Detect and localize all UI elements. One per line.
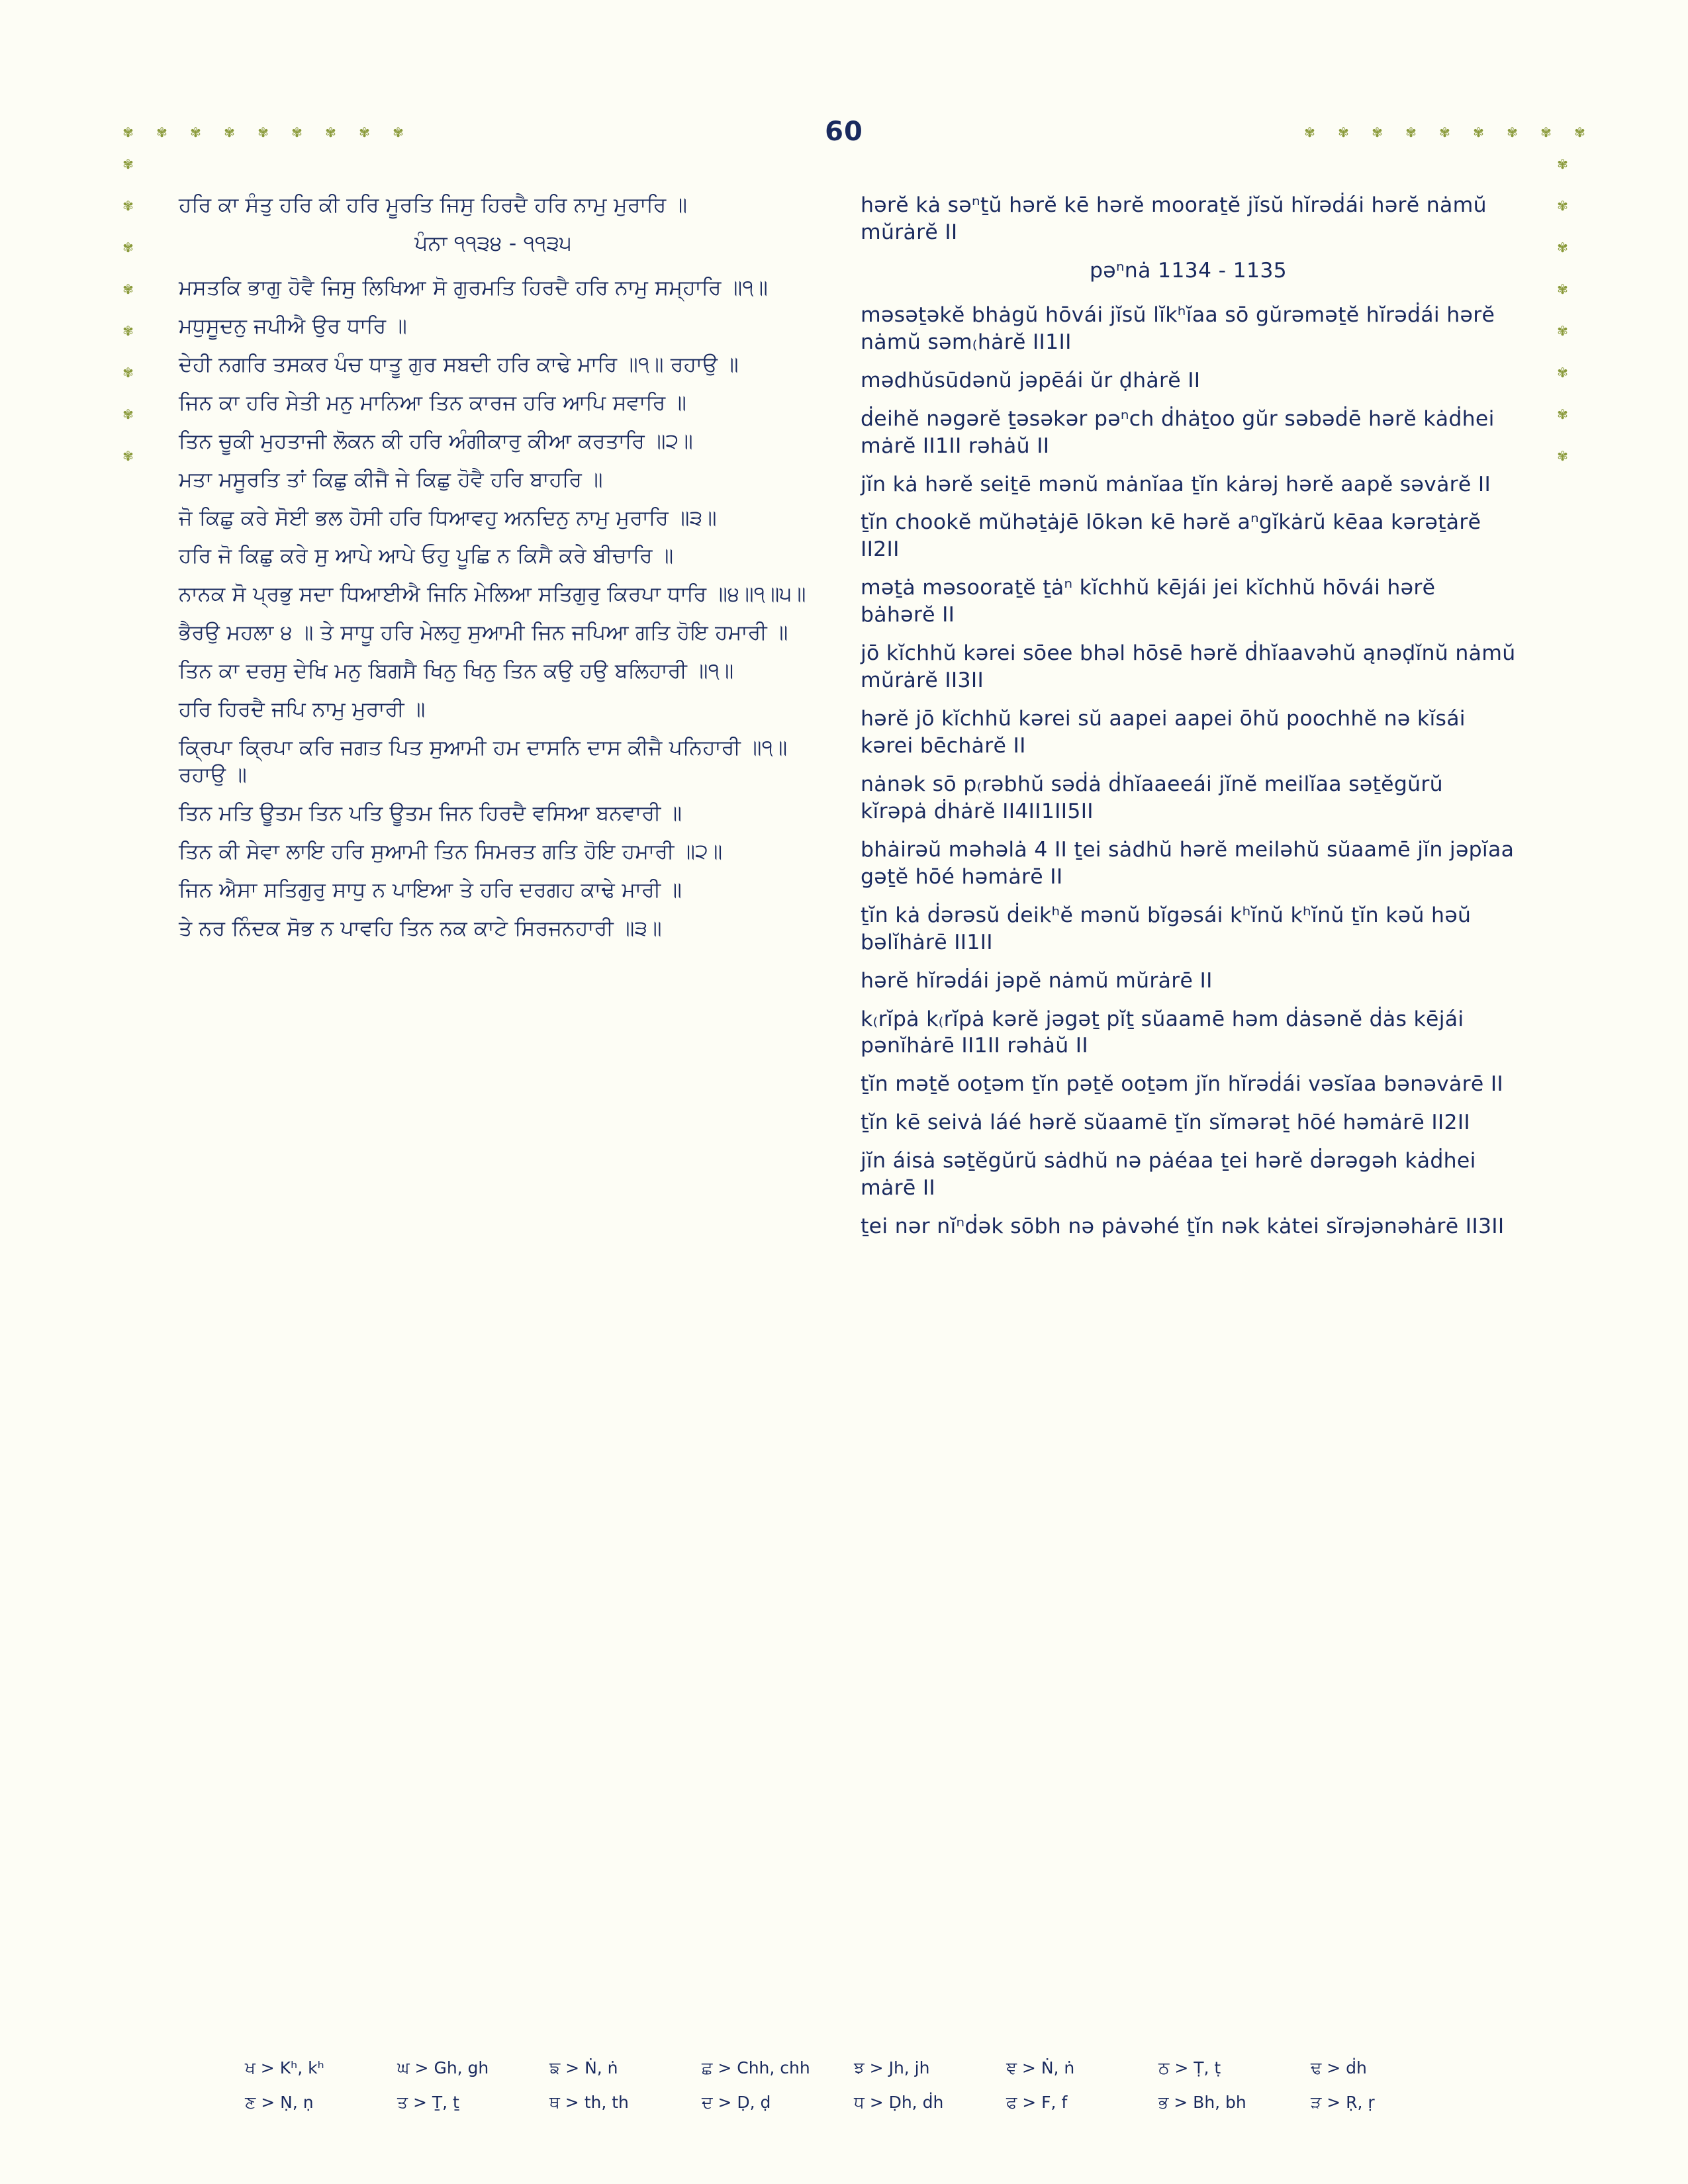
flower-icon: ✾ [122, 323, 134, 339]
scripture-line: ਹਰਿ ਜੋ ਕਿਛੁ ਕਰੇ ਸੁ ਆਪੇ ਆਪੇ ਓਹੁ ਪੂਛਿ ਨ ਕਿਸੈ ਕਰੇ ਬੀਚਾਰਿ ॥ [179, 544, 674, 569]
page-reference: ਪੰਨਾ ੧੧੩੪ - ੧੧੩੫ [414, 231, 572, 255]
flower-icon: ✾ [1574, 124, 1585, 140]
flower-icon: ✾ [122, 240, 134, 255]
transliteration-line: hərĕ hĭrəḋái jəpĕ nȧmŭ mŭrȧrē II [861, 968, 1213, 993]
scripture-line: ਤੇ ਨਰ ਨਿੰਦਕ ਸੋਭ ਨ ਪਾਵਹਿ ਤਿਨ ਨਕ ਕਾਟੇ ਸਿਰਜਨਹਾਰੀ ॥੩॥ [179, 916, 662, 940]
flower-icon: ✾ [122, 156, 134, 172]
flower-icon: ✾ [122, 406, 134, 422]
page-reference-transliteration: pəⁿnȧ 1134 - 1135 [1089, 258, 1288, 283]
transliteration-line: məṯȧ məsooraṯĕ ṯȧⁿ kĭchhŭ kējái jei kĭchhŭ hōvái hərĕ bȧhərĕ II [861, 576, 1436, 627]
scripture-line: ਨਾਨਕ ਸੋ ਪ੍ਰਭੁ ਸਦਾ ਧਿਆਈਐ ਜਿਨਿ ਮੇਲਿਆ ਸਤਿਗੁਰੁ ਕਿਰਪਾ ਧਾਰਿ ॥੪॥੧॥੫॥ [179, 582, 806, 607]
flower-icon: ✾ [224, 124, 235, 140]
transliteration-line: ṯĭn kē seivȧ láé hərĕ sŭaamē ṯĭn sĭmərəṯ hōé həmȧrē II2II [861, 1111, 1471, 1135]
legend-item: ਦ > Ḍ, ḍ [702, 2093, 771, 2112]
flower-icon: ✾ [359, 124, 370, 140]
legend-item: ੜ > Ṛ, ṛ [1311, 2093, 1375, 2112]
flower-icon: ✾ [1405, 124, 1417, 140]
flower-icon: ✾ [1439, 124, 1450, 140]
legend-item: ਭ > Bh, bh [1158, 2093, 1246, 2112]
scripture-line: ਜਿਨ ਕਾ ਹਰਿ ਸੇਤੀ ਮਨੁ ਮਾਨਿਆ ਤਿਨ ਕਾਰਜ ਹਰਿ ਆਪਿ ਸਵਾਰਿ ॥ [179, 390, 687, 415]
flower-icon: ✾ [1338, 124, 1349, 140]
transliteration-line: jĭn áisȧ səṯĕgŭrŭ sȧdhŭ nə pȧéaa ṯei hərĕ ḋərəgəh kȧḋhei mȧrē II [861, 1149, 1476, 1201]
scripture-line: ਮਧੁਸੂਦਨੁ ਜਪੀਐ ਉਰ ਧਾਰਿ ॥ [179, 314, 407, 338]
legend-item: ਝ > Jh, jh [854, 2058, 930, 2077]
scripture-line: ਤਿਨ ਕਾ ਦਰਸੁ ਦੇਖਿ ਮਨੁ ਬਿਗਸੈ ਖਿਨੁ ਖਿਨੁ ਤਿਨ ਕਉ ਹਉ ਬਲਿਹਾਰੀ ॥੧॥ [179, 659, 734, 684]
legend-row-1 [245, 2058, 1443, 2078]
legend-item: ਣ > Ṇ, ṇ [245, 2093, 314, 2112]
pronunciation-legend [0, 2058, 1688, 2113]
flower-icon: ✾ [1372, 124, 1383, 140]
legend-item: ਛ > Chh, chh [702, 2058, 810, 2077]
scripture-line: ਕ੍ਰਿਪਾ ਕ੍ਰਿਪਾ ਕਰਿ ਜਗਤ ਪਿਤ ਸੁਆਮੀ ਹਮ ਦਾਸਨਿ ਦਾਸ ਕੀਜੈ ਪਨਿਹਾਰੀ ॥੧॥ ਰਹਾਉ ॥ [179, 736, 788, 788]
flower-icon: ✾ [1557, 198, 1568, 214]
scripture-line: ਤਿਨ ਕੀ ਸੇਵਾ ਲਾਇ ਹਰਿ ਸੁਆਮੀ ਤਿਨ ਸਿਮਰਤ ਗਤਿ ਹੋਇ ਹਮਾਰੀ ॥੨॥ [179, 839, 723, 864]
flower-icon: ✾ [1557, 323, 1568, 339]
transliteration-line: ṯei nər nĭⁿḋək sōbh nə pȧvəhé ṯĭn nək kȧtei sĭrəjənəhȧrē II3II [861, 1214, 1505, 1239]
scripture-line: ਜਿਨ ਐਸਾ ਸਤਿਗੁਰੁ ਸਾਧੁ ਨ ਪਾਇਆ ਤੇ ਹਰਿ ਦਰਗਹ ਕਾਢੇ ਮਾਰੀ ॥ [179, 878, 682, 902]
transliteration-line: bhȧirəŭ məhəlȧ 4 II ṯei sȧdhŭ hərĕ meiləhŭ sŭaamē jĭn jəpĭaa gəṯĕ hōé həmȧrē II [861, 837, 1515, 889]
transliteration-line: ṯĭn məṯĕ ooṯəm ṯĭn pəṯĕ ooṯəm jĭn hĭrəḋái vəsĭaa bənəvȧrē II [861, 1072, 1504, 1097]
page-number: 60 [825, 116, 863, 147]
flower-icon: ✾ [258, 124, 269, 140]
legend-item: ਘ > Gh, gh [397, 2058, 489, 2077]
transliteration-line: nȧnək sō p₍rəbhŭ səḋȧ ḋhĭaaeeái jĭnĕ meilĭaa səṯĕgŭrŭ kĭrəpȧ ḋhȧrĕ II4II1II5II [861, 772, 1443, 823]
scripture-line: ਭੈਰਉ ਮਹਲਾ ੪ ॥ ਤੇ ਸਾਧੂ ਹਰਿ ਮੇਲਹੁ ਸੁਆਮੀ ਜਿਨ ਜਪਿਆ ਗਤਿ ਹੋਇ ਹਮਾਰੀ ॥ [179, 621, 788, 645]
flower-icon: ✾ [1557, 240, 1568, 255]
gurmukhi-column [179, 192, 847, 1251]
scripture-line: ਤਿਨ ਚੂਕੀ ਮੁਹਤਾਜੀ ਲੋਕਨ ਕੀ ਹਰਿ ਅੰਗੀਕਾਰੁ ਕੀਆ ਕਰਤਾਰਿ ॥੨॥ [179, 429, 693, 453]
flower-icon: ✾ [291, 124, 303, 140]
legend-item: ਢ > ḋh [1311, 2058, 1367, 2077]
flower-icon: ✾ [190, 124, 201, 140]
scripture-line: ਤਿਨ ਮਤਿ ਊਤਮ ਤਿਨ ਪਤਿ ਊਤਮ ਜਿਨ ਹਿਰਦੈ ਵਸਿਆ ਬਨਵਾਰੀ ॥ [179, 801, 682, 825]
flower-icon: ✾ [1507, 124, 1518, 140]
flower-icon: ✾ [156, 124, 167, 140]
legend-item: ਙ > Ṅ, ṅ [549, 2058, 618, 2077]
transliteration-line: hərĕ kȧ səⁿṯŭ hərĕ kē hərĕ mooraṯĕ jĭsŭ hĭrəḋái hərĕ nȧmŭ mŭrȧrĕ II [861, 193, 1487, 244]
text-columns [179, 192, 1516, 1251]
flower-icon: ✾ [1557, 406, 1568, 422]
transliteration-line: hərĕ jō kĭchhŭ kərei sŭ aapei aapei ōhŭ poochhĕ nə kĭsái kərei bēchȧrĕ II [861, 707, 1466, 758]
scripture-line: ਜੋ ਕਿਛੁ ਕਰੇ ਸੋਈ ਭਲ ਹੋਸੀ ਹਰਿ ਧਿਆਵਹੁ ਅਨਦਿਨੁ ਨਾਮੁ ਮੁਰਾਰਿ ॥੩॥ [179, 506, 717, 530]
transliteration-line: ṯĭn chookĕ mŭhəṯȧjē lōkən kē hərĕ aⁿgĭkȧrŭ kēaa kərəṯȧrĕ II2II [861, 510, 1481, 562]
flower-icon: ✾ [1557, 156, 1568, 172]
transliteration-line: jĭn kȧ hərĕ seiṯē mənŭ mȧnĭaa ṯĭn kȧrəj hərĕ aapĕ səvȧrĕ II [861, 472, 1491, 496]
scripture-line: ਮਤਾ ਮਸੂਰਤਿ ਤਾਂ ਕਿਛੁ ਕੀਜੈ ਜੇ ਕਿਛੁ ਹੋਵੈ ਹਰਿ ਬਾਹਰਿ ॥ [179, 467, 603, 492]
transliteration-line: jō kĭchhŭ kərei sōee bhəl hōsē hərĕ ḋhĭaavəhŭ ąnəḍĭnŭ nȧmŭ mŭrȧrĕ II3II [861, 641, 1516, 693]
scripture-line: ਹਰਿ ਹਿਰਦੈ ਜਪਿ ਨਾਮੁ ਮੁਰਾਰੀ ॥ [179, 698, 426, 722]
legend-item: ਞ > Ṅ, ṅ [1006, 2058, 1075, 2077]
flower-icon: ✾ [393, 124, 404, 140]
legend-item: ਫ > F, f [1006, 2093, 1068, 2112]
flower-icon: ✾ [1304, 124, 1315, 140]
legend-item: ਠ > Ṭ, ṭ [1158, 2058, 1221, 2077]
flower-icon: ✾ [1473, 124, 1484, 140]
legend-item: ਖ > Kʰ, kʰ [245, 2058, 324, 2077]
flower-icon: ✾ [325, 124, 336, 140]
decorative-border-right [1557, 156, 1568, 464]
legend-item: ਥ > th, th [549, 2093, 629, 2112]
flower-icon: ✾ [122, 365, 134, 381]
flower-icon: ✾ [1540, 124, 1552, 140]
flower-icon: ✾ [1557, 281, 1568, 297]
flower-icon: ✾ [1557, 448, 1568, 464]
flower-icon: ✾ [122, 198, 134, 214]
scripture-line: ਹਰਿ ਕਾ ਸੰਤੁ ਹਰਿ ਕੀ ਹਰਿ ਮੂਰਤਿ ਜਿਸੁ ਹਿਰਦੈ ਹਰਿ ਨਾਮੁ ਮੁਰਾਰਿ ॥ [179, 193, 688, 217]
legend-row-2 [245, 2093, 1443, 2113]
scripture-line: ਦੇਹੀ ਨਗਰਿ ਤਸਕਰ ਪੰਚ ਧਾਤੂ ਗੁਰ ਸਬਦੀ ਹਰਿ ਕਾਢੇ ਮਾਰਿ ॥੧॥ ਰਹਾਉ ॥ [179, 352, 739, 377]
flower-icon: ✾ [122, 124, 134, 140]
legend-item: ਤ > Ṯ, ṯ [397, 2093, 459, 2112]
transliteration-line: mədhŭsūdənŭ jəpēái ŭr ḍhȧrĕ II [861, 368, 1201, 392]
transliteration-line: k₍rĭpȧ k₍rĭpȧ kərĕ jəgəṯ pĭṯ sŭaamē həm ḋȧsənĕ ḋȧs kējái pənĭhȧrē II1II rəhȧŭ II [861, 1007, 1464, 1058]
flower-icon: ✾ [122, 281, 134, 297]
legend-item: ਧ > Ḍh, ḋh [854, 2093, 944, 2112]
flower-icon: ✾ [122, 448, 134, 464]
decorative-border-left [122, 156, 134, 464]
transliteration-column [847, 192, 1516, 1251]
transliteration-line: məsəṯəkĕ bhȧgŭ hōvái jĭsŭ lĭkʰĭaa sō gŭrəməṯĕ hĭrəḋái hərĕ nȧmŭ səm₍hȧrĕ II1II [861, 302, 1495, 354]
transliteration-line: ḋeihĕ nəgərĕ ṯəsəkər pəⁿch ḋhȧṯoo gŭr səbəḋē hərĕ kȧḋhei mȧrĕ II1II rəhȧŭ II [861, 406, 1495, 458]
transliteration-line: ṯĭn kȧ ḋərəsŭ ḋeikʰĕ mənŭ bĭgəsái kʰĭnŭ kʰĭnŭ ṯĭn kəŭ həŭ bəlĭhȧrē II1II [861, 903, 1472, 954]
flower-icon: ✾ [1557, 365, 1568, 381]
scripture-line: ਮਸਤਕਿ ਭਾਗੁ ਹੋਵੈ ਜਿਸੁ ਲਿਖਿਆ ਸੋ ਗੁਰਮਤਿ ਹਿਰਦੈ ਹਰਿ ਨਾਮੁ ਸਮ੍ਹਾਰਿ ॥੧॥ [179, 275, 769, 300]
